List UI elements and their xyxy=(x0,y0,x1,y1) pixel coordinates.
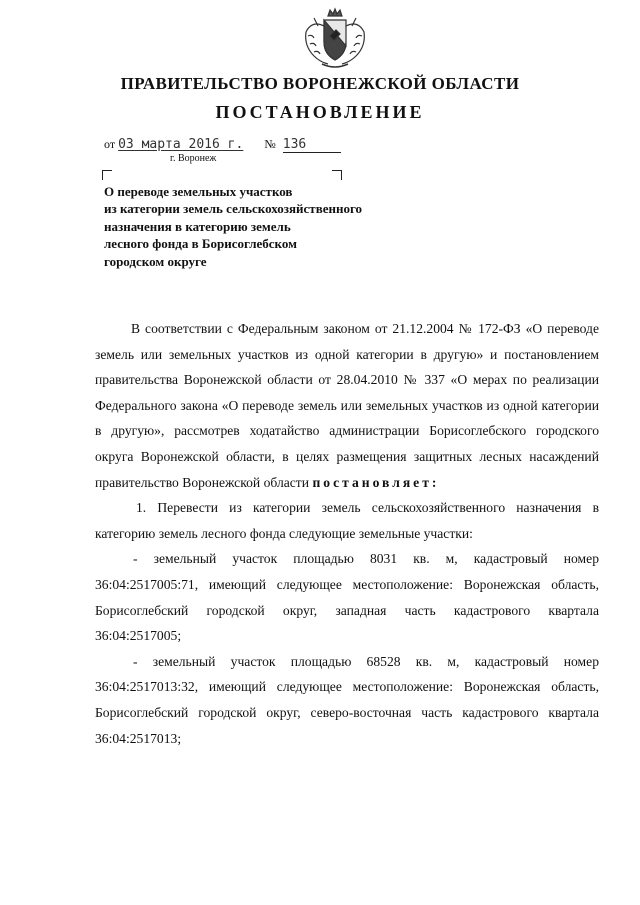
date-prefix: от xyxy=(104,137,116,151)
preamble-paragraph xyxy=(95,316,599,495)
subject-line: назначения в категорию земель xyxy=(104,218,291,234)
issue-city: г. Воронеж xyxy=(170,153,217,164)
document-number: 136 xyxy=(282,137,307,152)
document-date: 03 марта 2016 г. xyxy=(118,137,244,152)
document-type: ПОСТАНОВЛЕНИЕ xyxy=(215,102,425,122)
plot-paragraph: - земельный участок площадью 8031 кв. м, кадастровый номер 36:04:2517005:71, имеющий следующее местоположение: Воронежская область, Борисоглебский городской округ, западная часть кадастрового квартала 36:04:2517005; xyxy=(95,551,599,644)
preamble-text: В соответствии с Федеральным законом от 21.12.2004 № 172-ФЗ «О переводе земель или земельных участков из одной категории в другую» и постановлением правительства Воронежской области от 28.04.2010 № 337 «О мерах по реализации Федерального закона «О переводе земель или земельных участков из одной категории в другую», рассмотрев ходатайство администрации Борисоглебского городского округа Воронежской области, в целях размещения защитных лесных насаждений правительство Воронежской области xyxy=(95,321,599,490)
subject-line: городском округе xyxy=(104,253,207,269)
resolve-word: постановляет: xyxy=(312,474,440,490)
subject-bracket-left xyxy=(102,170,112,180)
government-name: ПРАВИТЕЛЬСТВО ВОРОНЕЖСКОЙ ОБЛАСТИ xyxy=(120,74,520,93)
document-body xyxy=(95,316,599,751)
document-subject xyxy=(104,183,424,270)
subject-line: из категории земель сельскохозяйственного xyxy=(104,201,363,217)
item-1-paragraph: 1. Перевести из категории земель сельскохозяйственного назначения в категорию земель лесного фонда следующие земельные участки: xyxy=(95,500,599,541)
document-meta xyxy=(104,137,341,153)
subject-line: О переводе земельных участков xyxy=(104,184,293,199)
subject-line: лесного фонда в Борисоглебском xyxy=(104,236,297,252)
subject-bracket-right xyxy=(332,170,342,180)
plot-paragraph: - земельный участок площадью 68528 кв. м, кадастровый номер 36:04:2517013:32, имеющий следующее местоположение: Воронежская область, Борисоглебский городской округ, северо-восточная часть кадастрового квартала 36:04:2517013; xyxy=(95,653,599,746)
coat-of-arms-emblem xyxy=(300,6,370,72)
number-prefix: № xyxy=(264,137,276,151)
